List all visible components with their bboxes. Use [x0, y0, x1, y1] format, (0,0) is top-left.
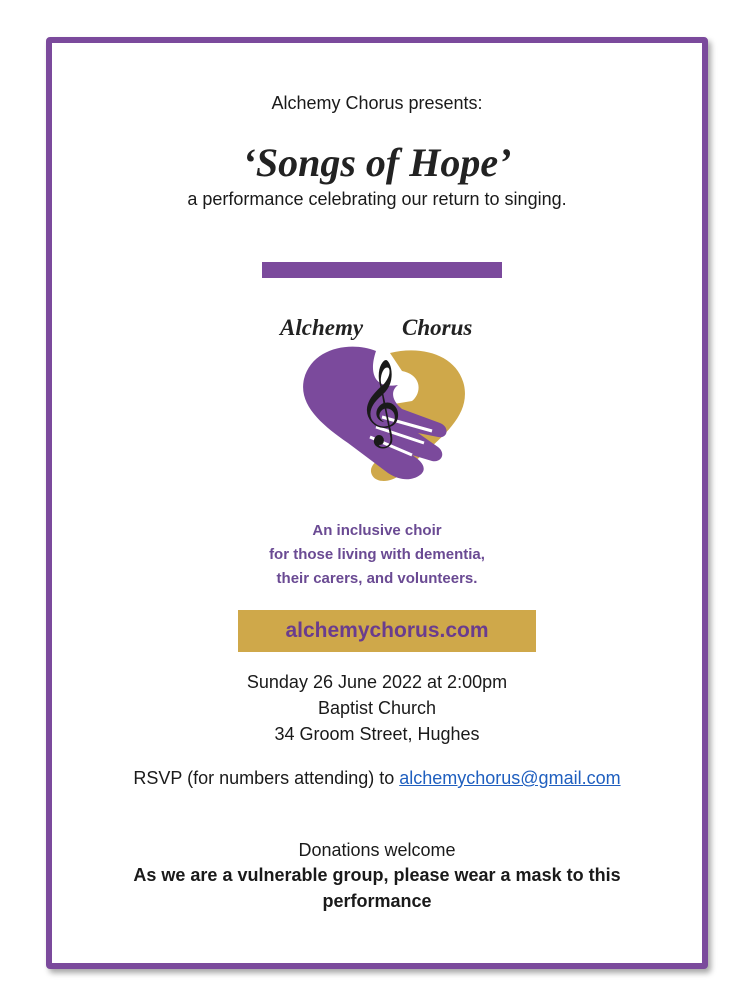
rsvp-line [52, 768, 702, 789]
presents-line: Alchemy Chorus presents: [271, 93, 483, 113]
treble-clef-icon: 𝄞 [358, 359, 402, 445]
rsvp-prefix: RSVP (for numbers attending) to [133, 768, 400, 788]
mask-notice: As we are a vulnerable group, please wear a mask to this performance [133, 865, 621, 911]
tagline-line-2: for those living with dementia, [269, 546, 485, 563]
choir-tagline [52, 519, 702, 591]
logo-word-left: Alchemy [280, 315, 364, 340]
flyer-frame [46, 37, 708, 969]
event-subtitle: a performance celebrating our return to singing. [187, 189, 567, 209]
event-venue: Baptist Church [317, 698, 437, 718]
event-title: ‘Songs of Hope’ [242, 140, 512, 185]
event-address: 34 Groom Street, Hughes [274, 724, 480, 744]
rsvp-email-link[interactable]: alchemychorus@gmail.com [399, 768, 621, 788]
event-date-time: Sunday 26 June 2022 at 2:00pm [246, 672, 508, 692]
website-text: alchemychorus.com [285, 619, 489, 642]
divider-bar [262, 262, 502, 278]
donations-note: Donations welcome [298, 840, 456, 860]
logo-word-right: Chorus [402, 315, 473, 340]
website-banner [238, 610, 536, 652]
tagline-line-3: their carers, and volunteers. [276, 570, 478, 587]
tagline-line-1: An inclusive choir [312, 522, 442, 539]
alchemy-chorus-logo [272, 305, 492, 505]
event-details [52, 669, 702, 747]
